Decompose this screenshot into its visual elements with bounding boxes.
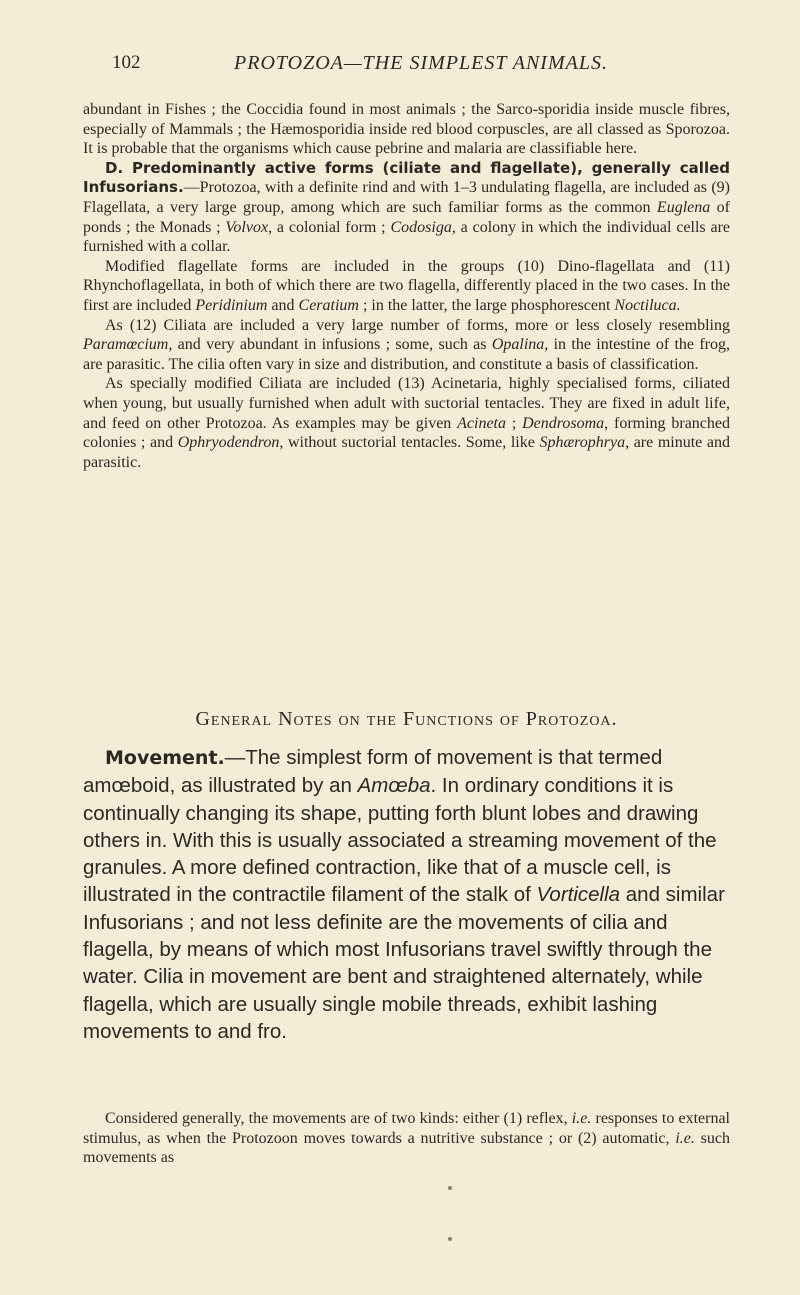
body-text-large	[83, 744, 730, 1045]
taxon-paramoecium: Paramœcium	[83, 336, 169, 354]
taxon-ophryodendron: Ophryodendron	[177, 434, 280, 452]
paper-speck	[448, 1186, 452, 1190]
taxon-vorticella: Vorticella	[536, 883, 621, 907]
taxon-euglena: Euglena	[656, 198, 711, 216]
paragraph-acinetaria: As specially modified Ciliata are included (13) Acinetaria, highly specialised forms, ciliated when young, but usually furnished when adult with suctorial tentacles. They are fixed in adult life, and feed on other Protozoa. As examples may be given Acineta ; Dendrosoma, forming branched colonies ; and Ophryodendron, without suctorial tentacles. Some, like Sphærophrya, are minute and parasitic.	[83, 375, 730, 471]
paper-speck	[448, 1237, 452, 1241]
paragraph-kinds-of-movement: Considered generally, the movements are of two kinds: either (1) reflex, i.e. responses to external stimulus, as when the Protozoon moves towards a nutritive substance ; or (2) automatic, i.e. such movements as	[83, 1110, 731, 1167]
page-number: 102	[112, 52, 141, 73]
taxon-sphaerophrya: Sphærophrya	[539, 434, 626, 452]
paragraph-movement: Movement.—The simplest form of movement is that termed amœboid, as illustrated by an Amœba. In ordinary conditions it is continually changing its shape, putting forth blunt lobes and drawing others in. With this is usually associated a streaming movement of the granules. A more defined contraction, like that of a muscle cell, is illustrated in the contractile filament of the stalk of Vorticella and similar Infusorians ; and not less definite are the movements of cilia and flagella, by means of which most Infusorians travel swiftly through the water. Cilia in movement are bent and straightened alternately, while flagella, which are usually single mobile threads, exhibit lashing movements to and fro.	[83, 746, 725, 1043]
page-header	[112, 52, 730, 80]
movement-heading: Movement.	[105, 747, 225, 769]
taxon-dendrosoma: Dendrosoma	[522, 414, 605, 432]
paragraph-infusorians: D. Predominantly active forms (ciliate and flagellate), generally called Infusorians.—Protozoa, with a definite rind and with 1–3 undulating flagella, are included as (9) Flagellata, a very large group, among which are such familiar forms as the common Euglena of ponds ; the Monads ; Volvox, a colonial form ; Codosiga, a colony in which the individual cells are furnished with a collar.	[83, 158, 731, 256]
taxon-ceratium: Ceratium	[298, 296, 359, 314]
taxon-amoeba: Amœba	[357, 774, 431, 798]
paragraph-dinoflagellata: Modified flagellate forms are included in the groups (10) Dino-flagellata and (11) Rhynchoflagellata, in both of which there are two flagella, differently placed in the two cases. In the first are included Peridinium and Ceratium ; in the latter, the large phosphorescent Noctiluca.	[83, 257, 730, 314]
body-text-final	[83, 1109, 730, 1168]
paragraph-sporozoa: abundant in Fishes ; the Coccidia found in most animals ; the Sarco-sporidia inside muscle fibres, especially of Mammals ; the Hæmosporidia inside red blood corpuscles, are all classed as Sporozoa. It is probable that the organisms which cause pebrine and malaria are classifiable here.	[83, 101, 730, 158]
running-title: PROTOZOA—THE SIMPLEST ANIMALS.	[234, 52, 608, 74]
taxon-opalina: Opalina	[491, 336, 545, 354]
paragraph-ciliata: As (12) Ciliata are included a very large number of forms, more or less closely resembling Paramœcium, and very abundant in infusions ; some, such as Opalina, in the intestine of the frog, are parasitic. The cilia often vary in size and distribution, and constitute a basis of classification.	[83, 316, 731, 373]
taxon-peridinium: Peridinium	[195, 296, 268, 314]
section-title: General Notes on the Functions of Protozoa.	[195, 708, 618, 730]
body-text-small	[83, 100, 730, 472]
taxon-volvox: Volvox	[225, 218, 269, 236]
taxon-acineta: Acineta	[457, 414, 506, 432]
taxon-codosiga: Codosiga	[390, 218, 452, 236]
section-d-heading: D. Predominantly active forms (ciliate and flagellate), generally called Infusorians.	[83, 158, 730, 197]
abbrev-ie-2: i.e.	[675, 1129, 695, 1147]
abbrev-ie-1: i.e.	[571, 1110, 592, 1127]
taxon-noctiluca: Noctiluca.	[614, 296, 681, 314]
